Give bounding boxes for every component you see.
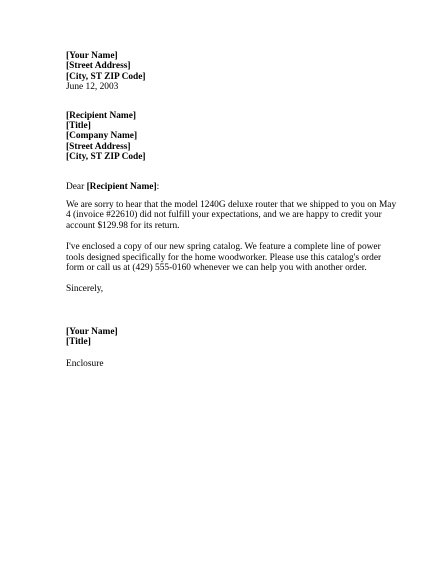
paragraph-line: We are sorry to hear that the model 1240G deluxe router that we shipped to you on May: [66, 200, 397, 211]
letter-date: June 12, 2003: [66, 82, 119, 93]
salutation-recipient-name: [Recipient Name]: [86, 181, 157, 192]
paragraph-line: account $129.98 for its return.: [66, 220, 180, 231]
sender-street-address: [Street Address]: [66, 61, 131, 72]
recipient-name: [Recipient Name]: [66, 110, 137, 121]
recipient-title: [Title]: [66, 121, 91, 132]
paragraph-line: I've enclosed a copy of our new spring catalog. We feature a complete line of power: [66, 242, 381, 253]
signature-name: [Your Name]: [66, 326, 118, 337]
recipient-company: [Company Name]: [66, 131, 138, 142]
sender-block: [66, 51, 366, 93]
enclosure-text: Enclosure: [66, 358, 104, 369]
sender-city-state-zip: [City, ST ZIP Code]: [66, 71, 146, 82]
body-paragraph-1: [66, 200, 397, 231]
recipient-street-address: [Street Address]: [66, 141, 131, 152]
recipient-block: [66, 111, 366, 163]
closing: [66, 284, 366, 294]
sender-name: [Your Name]: [66, 51, 118, 61]
signature-title: [Title]: [66, 337, 91, 348]
salutation: [66, 182, 366, 192]
recipient-city-state-zip: [City, ST ZIP Code]: [66, 152, 146, 163]
salutation-prefix: Dear: [66, 181, 87, 192]
body-paragraph-2: [66, 242, 382, 274]
enclosure-note: [66, 359, 366, 369]
salutation-suffix: :: [156, 181, 160, 192]
closing-text: Sincerely,: [66, 283, 104, 294]
letter-body: [66, 51, 397, 369]
signature-block: [66, 327, 366, 348]
paragraph-line: tools designed specifically for the home woodworker. Please use this catalog's order: [66, 252, 382, 263]
paragraph-line: form or call us at (429) 555-0160 whenever we can help you with another order.: [66, 263, 367, 274]
paragraph-line: 4 (invoice #22610) did not fulfill your expectations, and we are happy to credit your: [66, 210, 382, 221]
